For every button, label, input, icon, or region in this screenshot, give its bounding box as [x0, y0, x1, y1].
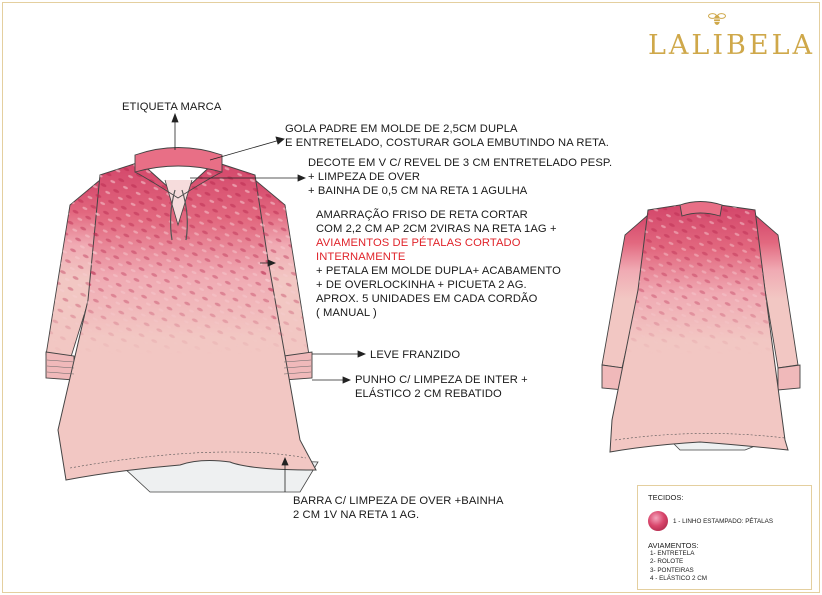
- neckline-note-line-1: DECOTE EM V C/ REVEL DE 3 CM ENTRETELADO PESP.: [308, 157, 613, 169]
- tie-note-line-5: APROX. 5 UNIDADES EM CADA CORDÃO: [316, 293, 538, 305]
- tie-note-line-1: AMARRAÇÃO FRISO DE RETA CORTAR: [316, 209, 528, 221]
- tie-note-line-4: + DE OVERLOCKINHA + PICUETA 2 AG.: [316, 279, 527, 291]
- hem-note: [293, 494, 504, 522]
- trim-item: 3- PONTEIRAS: [650, 566, 694, 574]
- trims-list: [650, 550, 707, 583]
- tie-note-red-line-2: INTERNAMENTE: [316, 251, 406, 263]
- trim-item: 4 - ELÁSTICO 2 CM: [650, 574, 708, 582]
- trims-title: AVIAMENTOS:: [648, 541, 699, 550]
- fabric-1-label: 1 - LINHO ESTAMPADO: PÉTALAS: [673, 518, 774, 525]
- collar-note: [285, 122, 609, 150]
- hem-note-line-1: BARRA C/ LIMPEZA DE OVER +BAINHA: [293, 495, 504, 507]
- cuff-note-line-2: ELÁSTICO 2 CM REBATIDO: [355, 388, 502, 400]
- materials-legend: [637, 485, 812, 590]
- collar-note-line-1: GOLA PADRE EM MOLDE DE 2,5CM DUPLA: [285, 123, 518, 135]
- front-view-garment: [46, 148, 318, 493]
- trim-item: 2- ROLOTE: [650, 558, 684, 566]
- tie-note-line-3: + PETALA EM MOLDE DUPLA+ ACABAMENTO: [316, 265, 561, 277]
- label-note-text: ETIQUETA MARCA: [122, 101, 222, 113]
- brand-logo: LALIBELA: [648, 30, 816, 61]
- trim-item: 1- ENTRETELA: [650, 550, 695, 557]
- label-note: [122, 100, 221, 114]
- tie-note-line-2: COM 2,2 CM AP 2CM 2VIRAS NA RETA 1AG +: [316, 223, 557, 235]
- neckline-note-line-2: + LIMPEZA DE OVER: [308, 171, 421, 183]
- gather-note-text: LEVE FRANZIDO: [370, 349, 461, 361]
- neckline-note-line-3: + BAINHA DE 0,5 CM NA RETA 1 AGULHA: [308, 185, 528, 197]
- cuff-note-line-1: PUNHO C/ LIMPEZA DE INTER +: [355, 374, 528, 386]
- hem-note-line-2: 2 CM 1V NA RETA 1 AG.: [293, 509, 420, 521]
- back-view-garment: [602, 202, 800, 453]
- tie-note-line-6: ( MANUAL ): [316, 307, 377, 319]
- tie-note: [316, 208, 561, 320]
- neckline-note: [308, 156, 612, 198]
- gather-note: [370, 348, 460, 362]
- tie-note-red-line-1: AVIAMENTOS DE PÉTALAS CORTADO: [316, 237, 521, 249]
- fabrics-title: TECIDOS:: [648, 493, 684, 502]
- cuff-note: [355, 373, 528, 401]
- collar-note-line-2: E ENTRETELADO, COSTURAR GOLA EMBUTINDO NA RETA.: [285, 137, 610, 149]
- fabric-swatch: [648, 511, 668, 531]
